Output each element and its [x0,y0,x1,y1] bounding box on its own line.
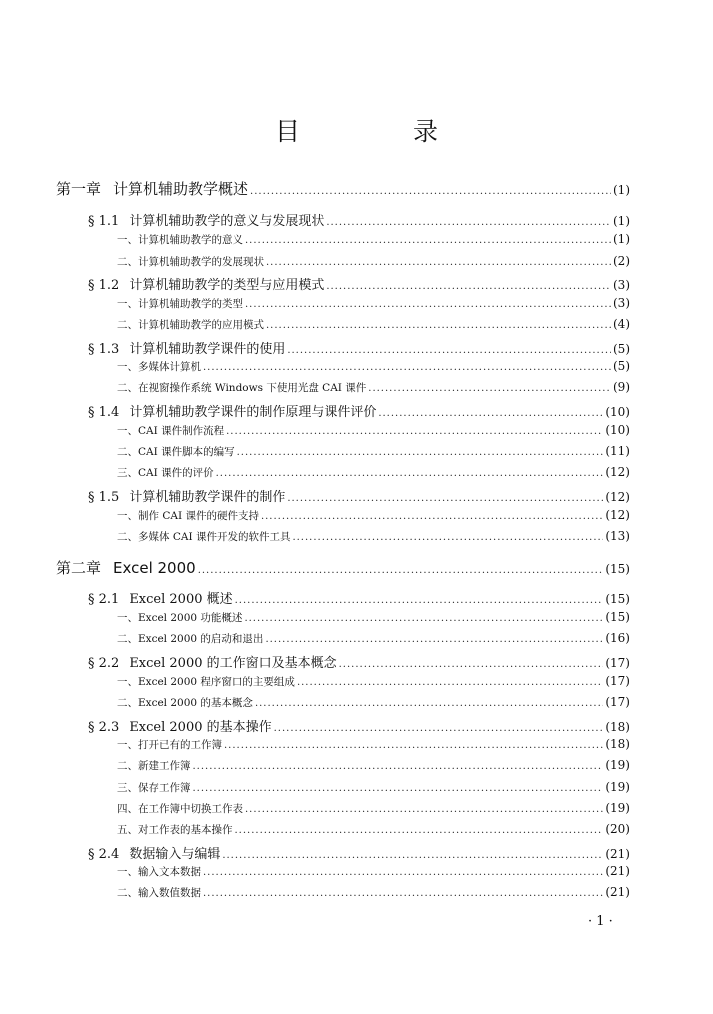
toc-entry-page: (1) [613,214,630,228]
toc-entry-text: 一、Excel 2000 功能概述 [117,612,243,624]
dot-leader [216,468,604,479]
dot-leader [193,783,604,794]
toc-entry-page: (4) [613,317,630,331]
toc-entry-title [117,801,243,816]
toc-entry-title [117,380,366,395]
toc-entry-title [117,296,243,311]
dot-leader [274,723,604,734]
toc-entry-text: Excel 2000 的工作窗口及基本概念 [129,656,337,671]
dot-leader [339,659,604,670]
toc-entry-page: (15) [605,610,630,624]
toc-entry-text: 一、计算机辅助教学的意义 [117,234,243,246]
toc-entry-page: (21) [605,885,630,899]
toc-entry-page: (9) [613,380,630,394]
toc-entry-text: 计算机辅助教学课件的制作 [129,490,286,505]
toc-item-row [117,801,630,819]
dot-leader [326,217,611,228]
dot-leader [266,320,611,331]
toc-entry-page: (1) [613,232,630,246]
toc-entry-page: (15) [605,562,630,576]
dot-leader [245,804,603,815]
toc-item-row [117,423,630,441]
dot-leader [287,345,611,356]
toc-section-row [88,274,630,294]
toc-entry-page: (18) [605,720,630,734]
toc-section-row [88,716,630,736]
toc-entry-page: (1) [613,183,630,197]
toc-entry-page: (20) [605,822,630,836]
toc-item-row [117,380,630,398]
toc-entry-page: (12) [605,490,630,504]
toc-item-row [117,296,630,314]
toc-item-row [117,864,630,882]
toc-entry-text: 二、新建工作簿 [117,760,191,772]
toc-entry-title [117,864,201,879]
toc-section-row [88,486,630,506]
toc-entry-page: (21) [605,864,630,878]
toc-item-row [117,631,630,649]
toc-entry-page: (17) [605,656,630,670]
toc-entry-title [117,631,263,646]
toc-entry-page: (13) [605,529,630,543]
dot-leader [198,565,604,576]
toc-entry-page: (10) [605,405,630,419]
toc-item-row [117,508,630,526]
dot-leader [265,634,603,645]
toc-entry-text: 二、输入数值数据 [117,887,201,899]
toc-entry-title [88,401,376,420]
toc-entry-title [88,843,220,862]
toc-entry-number: § 2.1 [88,592,120,607]
toc-entry-text: 五、对工作表的基本操作 [117,824,233,836]
toc-entry-text: 计算机辅助教学课件的制作原理与课件评价 [129,405,377,420]
dot-leader [368,383,611,394]
toc-entry-title [117,610,242,625]
toc-entry-text: Excel 2000 的基本操作 [129,720,272,735]
toc-entry-page: (10) [605,423,630,437]
toc-entry-page: (11) [605,444,630,458]
toc-entry-number: § 1.1 [88,214,120,229]
toc-entry-page: (3) [613,296,630,310]
dot-leader [235,595,604,606]
dot-leader [287,493,603,504]
toc-entry-text: 一、制作 CAI 课件的硬件支持 [117,510,259,522]
toc-entry-number: § 2.2 [88,656,120,671]
toc-entry-text: 一、Excel 2000 程序窗口的主要组成 [117,676,295,688]
toc-entry-text: 四、在工作簿中切换工作表 [117,803,243,815]
toc-entry-title [88,210,324,229]
toc-entry-text: 二、CAI 课件脚本的编写 [117,446,235,458]
dot-leader [378,408,603,419]
toc-entry-text: 一、多媒体计算机 [117,361,201,373]
toc-entry-title [117,465,214,480]
toc-entry-title [88,588,233,607]
toc-entry-page: (5) [613,359,630,373]
toc-item-row [117,232,630,250]
toc-entry-title [117,359,201,374]
toc-entry-page: (18) [605,737,630,751]
toc-entry-title [117,529,290,544]
toc-entry-title [117,508,259,523]
toc-entry-number: 第二章 [56,559,102,577]
toc-entry-text: 计算机辅助教学课件的使用 [129,342,286,357]
dot-leader [235,825,604,836]
dot-leader [193,761,604,772]
toc-entry-text: 计算机辅助教学的意义与发展现状 [129,214,325,229]
toc-item-row [117,254,630,272]
toc-section-row [88,338,630,358]
toc-item-row [117,737,630,755]
toc-entry-page: (17) [605,695,630,709]
toc-entry-text: 三、CAI 课件的评价 [117,467,214,479]
toc-entry-number: § 2.3 [88,720,120,735]
toc-item-row [117,780,630,798]
toc-entry-title [88,486,285,505]
dot-leader [224,740,603,751]
toc-entry-title [117,232,243,247]
toc-entry-title [117,674,295,689]
toc-entry-text: 二、多媒体 CAI 课件开发的软件工具 [117,531,291,543]
toc-chapter-row [56,557,630,579]
toc-entry-text: 二、Excel 2000 的启动和退出 [117,633,264,645]
toc-entry-page: (17) [605,674,630,688]
toc-entry-text: 计算机辅助教学概述 [113,180,249,198]
toc-entry-page: (3) [613,278,630,292]
dot-leader [245,235,611,246]
dot-leader [266,257,611,268]
toc-entry-page: (12) [605,508,630,522]
dot-leader [255,698,603,709]
toc-entry-number: § 1.2 [88,278,120,293]
toc-item-row [117,674,630,692]
toc-item-row [117,359,630,377]
toc-entry-page: (21) [605,847,630,861]
toc-entry-text: 一、计算机辅助教学的类型 [117,298,243,310]
toc-entry-title [117,317,264,332]
toc-item-row [117,529,630,547]
dot-leader [237,447,604,458]
dot-leader [292,532,603,543]
toc-section-row [88,401,630,421]
toc-entry-text: Excel 2000 概述 [129,592,233,607]
toc-item-row [117,758,630,776]
page-number: · 1 · [588,914,613,929]
toc-entry-number: § 1.5 [88,490,120,505]
toc-entry-title [117,737,222,752]
toc-entry-page: (19) [605,801,630,815]
toc-section-row [88,588,630,608]
toc-item-row [117,444,630,462]
toc-entry-text: 二、计算机辅助教学的应用模式 [117,319,264,331]
toc-entry-text: 二、计算机辅助教学的发展现状 [117,256,264,268]
dot-leader [203,362,611,373]
toc-section-row [88,210,630,230]
toc-entry-text: 三、保存工作簿 [117,782,191,794]
toc-entry-text: Excel 2000 [113,559,196,577]
dot-leader [245,299,611,310]
toc-entry-title [117,822,233,837]
toc-entry-title [117,780,191,795]
toc-entry-page: (19) [605,780,630,794]
toc-entry-page: (15) [605,592,630,606]
toc-entry-page: (19) [605,758,630,772]
toc-entry-text: 二、在视窗操作系统 Windows 下使用光盘 CAI 课件 [117,382,367,394]
toc-item-row [117,822,630,840]
dot-leader [261,511,603,522]
toc-entry-title [88,274,324,293]
toc-entry-title [117,885,201,900]
dot-leader [203,888,603,899]
toc-item-row [117,465,630,483]
toc-chapter-row [56,178,630,200]
toc-entry-title [117,423,224,438]
toc-entry-title [56,557,196,578]
toc-entry-text: 一、输入文本数据 [117,866,201,878]
toc-entry-text: 二、Excel 2000 的基本概念 [117,697,253,709]
dot-leader [250,186,611,197]
dot-leader [326,281,611,292]
toc-entry-page: (12) [605,465,630,479]
toc-entry-title [88,338,285,357]
toc-entry-number: § 1.4 [88,405,120,420]
toc-entry-title [117,758,191,773]
toc-entry-title [88,652,337,671]
toc-item-row [117,317,630,335]
toc-entry-title [117,695,253,710]
toc-entry-title [117,444,235,459]
toc-entry-number: § 2.4 [88,847,120,862]
dot-leader [222,850,603,861]
page-title: 目 录 [274,117,482,146]
toc-entry-page: (16) [605,631,630,645]
toc-entry-title [88,716,272,735]
toc-entry-text: 一、打开已有的工作簿 [117,739,222,751]
dot-leader [244,613,603,624]
toc-section-row [88,843,630,863]
toc-item-row [117,885,630,903]
toc-entry-number: 第一章 [56,180,102,198]
dot-leader [226,426,603,437]
toc-item-row [117,695,630,713]
dot-leader [297,677,603,688]
toc-entry-text: 计算机辅助教学的类型与应用模式 [129,278,325,293]
dot-leader [203,867,603,878]
toc-entry-text: 一、CAI 课件制作流程 [117,425,225,437]
toc-entry-text: 数据输入与编辑 [129,847,221,862]
toc-entry-number: § 1.3 [88,342,120,357]
toc-entry-page: (2) [613,254,630,268]
toc-item-row [117,610,630,628]
toc-entry-title [117,254,264,269]
toc-entry-page: (5) [613,342,630,356]
toc-section-row [88,652,630,672]
toc-entry-title [56,178,248,199]
